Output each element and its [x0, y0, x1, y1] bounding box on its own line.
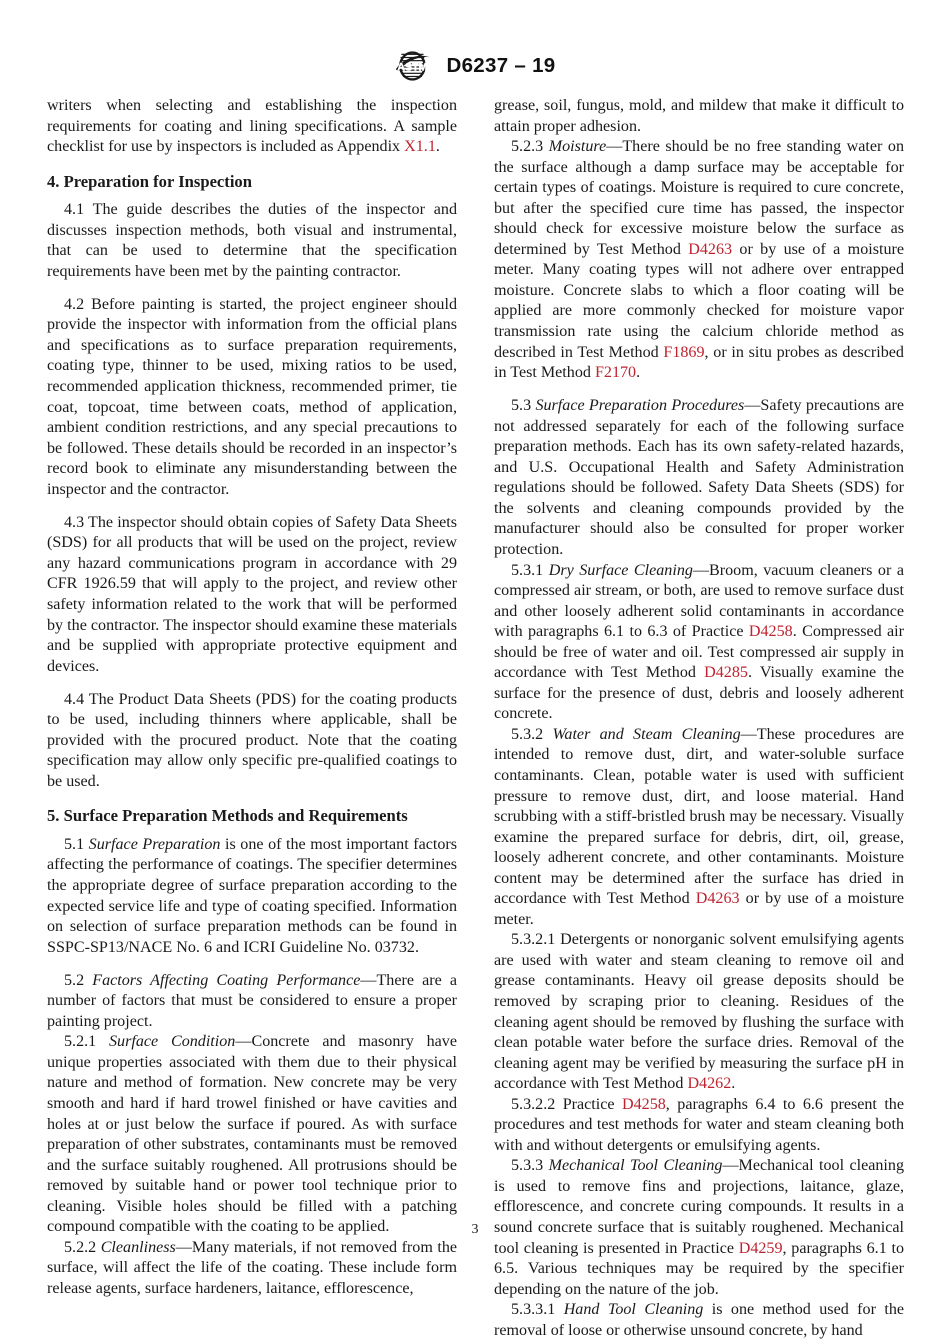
page-number: 3 [471, 1222, 479, 1237]
body-columns [47, 96, 903, 1341]
paragraph-5-2 [47, 971, 457, 1033]
paragraph-5-2-3 [494, 137, 904, 384]
link-d4258-b[interactable]: D4258 [621, 1095, 666, 1113]
left-column [47, 96, 457, 1341]
paragraph-5-2-2-number: 5.2.2 [64, 1238, 101, 1256]
paragraph-5-3-2-1-body-1: 5.3.2.1 Detergents or nonorganic solvent emulsifying agents are used with water and steam cleaning to remove oil and grease contaminants. Heavy oil grease deposits should be removed by scraping prior to cleaning. Residues of the cleaning agent should be removed by flushing the surface with clean potable water before the surface dries. Removal of the cleaning agent may be verified by measuring the surface pH in accordance with Test Method [494, 931, 904, 1093]
paragraph-continuation-left [47, 96, 457, 158]
paragraph-5-2-3-term: Moisture [548, 138, 607, 156]
paragraph-5-1-number: 5.1 [64, 835, 89, 853]
paragraph-5-3-2-number: 5.3.2 [511, 725, 553, 743]
paragraph-5-2-term: Factors Affecting Coating Performance [92, 971, 361, 989]
link-d4262[interactable]: D4262 [687, 1075, 732, 1093]
paragraph-5-3-number: 5.3 [511, 397, 536, 415]
paragraph-5-3-3-body-2: , paragraphs 6.1 to 6.5. Various techniques may be required by the specifier depending on the nature of the job. [494, 1239, 904, 1298]
paragraph-5-3-3-term: Mechanical Tool Cleaning [548, 1157, 723, 1175]
astm-logo-icon [394, 49, 434, 83]
link-f2170[interactable]: F2170 [594, 364, 637, 382]
paragraph-4-1: 4.1 The guide describes the duties of the inspector and discusses inspection methods, both visual and instrumental, that can be used to determine that the specification requirements have been met by the painting contractor. [47, 201, 457, 280]
paragraph-5-1-term: Surface Preparation [88, 835, 221, 853]
paragraph-5-1-body: is one of the most important factors affecting the performance of coatings. The specifier determines the appropriate degree of surface preparation according to the expected service life and type of coating specified. Information on selection of surface preparation methods can be found in SSPC-SP13/NACE No. 6 and ICRI Guideline No. 03732. [47, 835, 458, 956]
paragraph-5-2-1 [47, 1032, 457, 1237]
paragraph-4-4: 4.4 The Product Data Sheets (PDS) for the coating products to be used, including thinners where applicable, shall be provided with the procured product. Note that the coating specification may allow only specific pre-qualified coatings to be used. [47, 690, 457, 790]
right-column [494, 96, 904, 1341]
paragraph-5-3-3-1 [494, 1300, 904, 1341]
paragraph-5-3-3-1-term: Hand Tool Cleaning [563, 1301, 704, 1319]
svg-text:ASTM: ASTM [397, 61, 429, 74]
document-designation: D6237 – 19 [446, 54, 556, 77]
paragraph-5-2-2-term: Cleanliness [100, 1238, 176, 1256]
paragraph-5-2-2 [47, 1238, 457, 1300]
paragraph-5-3-2-1 [494, 930, 904, 1094]
paragraph-4-3: 4.3 The inspector should obtain copies of Safety Data Sheets (SDS) for all products that will be used on the project, review any hazard communications program in accordance with 29 CFR 1926.59 that will apply to the project, and review other safety information related to the work that will be performed by the contractor. The inspector should examine these materials and be supplied with appropriate protective equipment and devices. [47, 513, 457, 675]
paragraph-5-3-2 [494, 725, 904, 930]
paragraph-5-2-number: 5.2 [64, 971, 93, 989]
paragraph-5-3-1-body-1: —Broom, vacuum cleaners or a compressed air stream, or both, are used to remove surface dust and other loosely adherent solid contaminants in accordance with paragraphs 6.1 to 6.3 of Practice [494, 561, 904, 641]
paragraph-continuation-right: grease, soil, fungus, mold, and mildew that make it difficult to attain proper adhesion. [494, 97, 904, 135]
paragraph-5-3-3-1-number: 5.3.3.1 [511, 1301, 564, 1319]
link-d4258-a[interactable]: D4258 [748, 623, 793, 641]
paragraph-5-3-2-2-body-2: , paragraphs 6.4 to 6.6 present the procedures and test methods for water and steam cleaning both with and without detergents or emulsifying agents. [494, 1095, 904, 1154]
paragraph-5-2-3-body-1: —There should be no free standing water on the surface although a damp surface may be acceptable for certain types of coatings. Moisture is required to cure concrete, but after the specified cure time has passed, the inspector should check for excessive moisture below the surface as determined by Test Method [494, 138, 904, 258]
paragraph-5-2-3-body-2: or by use of a moisture meter. Many coating types will not adhere over entrapped moisture. Concrete slabs to which a floor coating will be applied are more commonly checked for moisture vapor transmission rate using the calcium chloride method as described in Test Method [494, 240, 904, 361]
continuation-text-before: writers when selecting and establishing the inspection requirements for coating and lining specifications. A sample checklist for use by inspectors is included as Appendix [47, 97, 457, 156]
link-x1-1[interactable]: X1.1 [404, 138, 436, 156]
paragraph-5-3-1-body-3: . Visually examine the surface for the presence of dust, debris and loosely adherent concrete. [494, 664, 904, 723]
paragraph-5-3 [494, 396, 904, 560]
link-d4263-b[interactable]: D4263 [695, 890, 740, 908]
paragraph-5-3-3-1-body: is one method used for the removal of loose or otherwise unsound concrete, by hand [494, 1301, 905, 1339]
paragraph-5-3-1-number: 5.3.1 [511, 561, 549, 579]
paragraph-5-2-3-body-3: , or in situ probes as described in Test Method [494, 343, 904, 382]
paragraph-5-2-1-term: Surface Condition [109, 1033, 236, 1051]
paragraph-5-3-1-term: Dry Surface Cleaning [548, 561, 693, 579]
paragraph-4-2: 4.2 Before painting is started, the project engineer should provide the inspector with information from the official plans and specifications as to surface preparation requirements, coating type, thinner to be used, mixing ratios to be used, recommended application thickness, recommended primer, tie coat, topcoat, time between coats, method of application, ambient condition restrictions, and any special precautions to be followed. These details should be recorded in an inspector’s record book to eliminate any misunderstanding between the inspector and the contractor. [47, 295, 457, 498]
paragraph-5-3-1 [494, 561, 904, 725]
paragraph-5-3-3-body-1: —Mechanical tool cleaning is used to remove fins and projections, laitance, glaze, efflorescence, and concrete curing compounds. It results in a sound concrete surface that is suitably roughened. Mechanical tool cleaning is presented in Practice [494, 1157, 904, 1257]
link-d4285[interactable]: D4285 [704, 664, 748, 682]
paragraph-5-3-2-body-1: —These procedures are intended to remove dust, dirt, and water-soluble surface contaminants. Clean, potable water is used with sufficient pressure to remove dust, dirt, and loose material. Hand scrubbing with a stiff-bristled brush may be necessary. Visually examine the prepared surface for debris, dirt, oil, grease, loosely adherent concrete, and other contaminants. Moisture content may be determined after the surface has dried in accordance with Test Method [494, 725, 905, 908]
paragraph-5-2-3-body-4: . [636, 364, 641, 382]
link-d4259[interactable]: D4259 [738, 1239, 783, 1257]
paragraph-5-2-1-body: —Concrete and masonry have unique properties associated with them due to their physical nature and method of formation. New concrete may be very smooth and hard if hard trowel finished or have cavities and holes at or just below the surface if poured. As with surface preparation of other substrates, contaminants must be removed and the surface suitably roughened. All protrusions should be removed by suitable hand or power tool technique prior to cleaning. Visible holes should be filled with a patching compound compatible with the coating to be applied. [47, 1033, 457, 1236]
paragraph-5-3-2-2 [494, 1095, 904, 1157]
paragraph-5-3-3-number: 5.3.3 [511, 1157, 549, 1175]
heading-section-5: 5. Surface Preparation Methods and Requirements [47, 806, 408, 826]
paragraph-5-1 [47, 835, 457, 958]
paragraph-5-3-term: Surface Preparation Procedures [535, 397, 745, 415]
page-header [0, 0, 950, 88]
link-f1869[interactable]: F1869 [663, 343, 705, 361]
link-d4263-a[interactable]: D4263 [688, 240, 733, 258]
paragraph-5-2-1-number: 5.2.1 [64, 1033, 109, 1051]
paragraph-5-3-2-term: Water and Steam Cleaning [552, 725, 741, 743]
paragraph-5-3-2-body-2: or by use of a moisture meter. [494, 890, 904, 928]
paragraph-5-2-body: —There are a number of factors that must be considered to ensure a proper painting project. [47, 971, 458, 1030]
paragraph-5-2-3-number: 5.2.3 [511, 138, 549, 156]
paragraph-5-3-body: —Safety precautions are not addressed separately for each of the following surface preparation methods. Each has its own safety-related hazards, and U.S. Occupational Health and Safety Administration regulations should be followed. Safety Data Sheets (SDS) for the solvents and cleaning compounds provided by the manufacturer should also be consulted for proper worker protection. [494, 397, 904, 558]
paragraph-5-2-2-body: —Many materials, if not removed from the surface, will affect the life of the coating. These include form release agents, surface hardeners, laitance, efflorescence, [47, 1238, 458, 1297]
paragraph-5-3-1-body-2: . Compressed air should be free of water and oil. Test compressed air supply in accordance with Test Method [494, 623, 905, 682]
continuation-text-after: . [435, 138, 440, 156]
paragraph-5-3-2-2-body-1: 5.3.2.2 Practice [511, 1095, 622, 1113]
paragraph-5-3-2-1-body-2: . [731, 1075, 736, 1093]
heading-section-4: 4. Preparation for Inspection [47, 171, 252, 191]
